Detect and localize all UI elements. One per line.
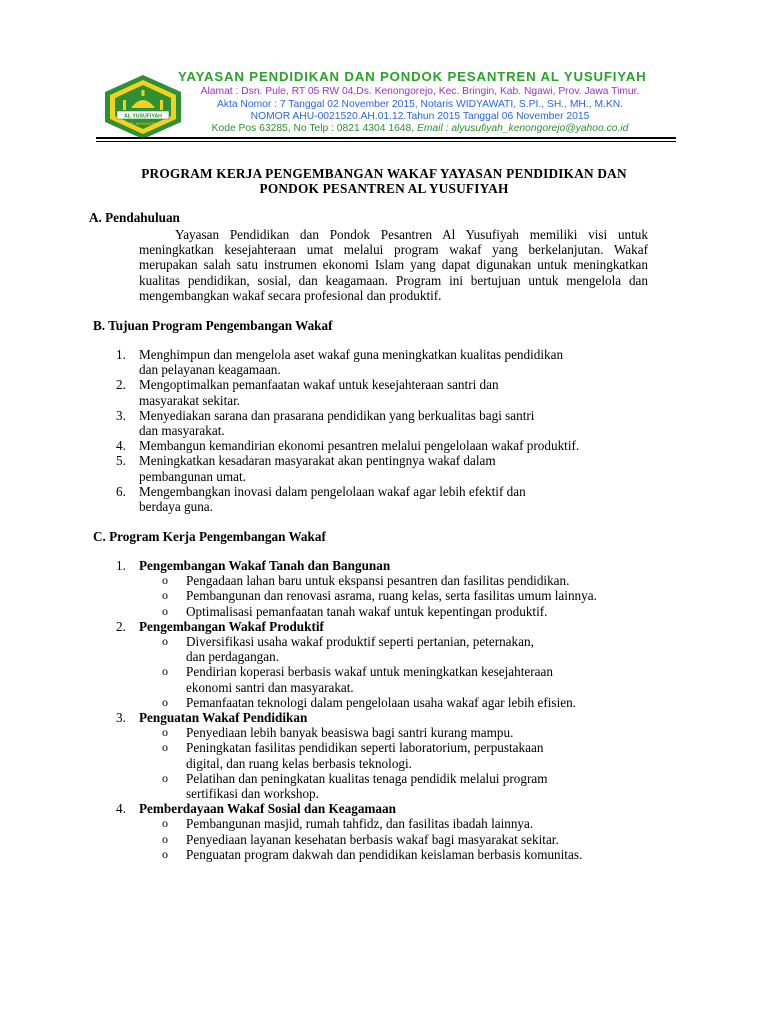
list-item-number: 6. [116,483,126,499]
bullet-marker: o [162,831,168,846]
section-b-heading: B. Tujuan Program Pengembangan Wakaf [93,318,333,333]
contact-email: Email : alyusufiyah_kenongorejo@yahoo.co.id [416,123,629,134]
program-bullet [186,664,686,694]
bullet-marker: o [162,770,168,785]
list-item-number: 5. [116,453,126,469]
program-bullet [186,725,686,740]
list-item-line: dan masyarakat. [139,423,225,438]
list-item-line: Membangun kemandirian ekonomi pesantren melalui pengelolaan wakaf produktif. [139,438,580,454]
document-title [90,166,678,196]
contact-postal-phone: Kode Pos 63285, No Telp : 0821 4304 1648, [211,123,415,134]
bullet-line: dan perdagangan. [186,649,280,665]
program-bullet [186,740,686,770]
section-c-heading: C. Program Kerja Pengembangan Wakaf [93,529,326,544]
organization-name: YAYASAN PENDIDIKAN DAN PONDOK PESANTREN AL YUSUFIYAH [178,69,647,84]
bullet-marker: o [162,740,168,755]
bullet-line: ekonomi santri dan masyarakat. [186,679,354,695]
letterhead-rule-thick [96,137,676,139]
program-title: Pengembangan Wakaf Tanah dan Bangunan [139,558,391,573]
bullet-marker: o [162,816,168,831]
bullet-line: digital, dan ruang kelas berbasis teknologi. [186,755,412,771]
letterhead-address: Alamat : Dsn. Pule, RT 05 RW 04,Ds. Kenongorejo, Kec. Bringin, Kab. Ngawi, Prov. Jawa Timur. [200,86,640,97]
title-line-1: PROGRAM KERJA PENGEMBANGAN WAKAF YAYASAN PENDIDIKAN DAN [141,166,627,181]
bullet-line: Diversifikasi usaha wakaf produktif seperti pertanian, peternakan, [186,634,534,649]
program-bullet [186,816,686,831]
bullet-line: Penguatan program dakwah dan pendidikan keislaman berbasis komunitas. [186,846,583,862]
list-item-line: Meningkatkan kesadaran masyarakat akan pentingnya wakaf dalam [139,453,496,469]
list-item-line: Mengoptimalkan pemanfaatan wakaf untuk kesejahteraan santri dan [139,377,499,393]
bullet-line: Pendirian koperasi berbasis wakaf untuk meningkatkan kesejahteraan [186,664,553,680]
bullet-line: Penyediaan layanan kesehatan berbasis wakaf bagi masyarakat sekitar. [186,831,559,847]
list-item-line: pembangunan umat. [139,468,246,484]
program-number: 2. [116,618,126,634]
section-a-heading: A. Pendahuluan [89,210,180,225]
bullet-marker: o [162,694,168,709]
bullet-line: Pelatihan dan peningkatan kualitas tenaga pendidik melalui program [186,770,548,786]
list-item [139,408,679,438]
bullet-marker: o [162,603,168,618]
letterhead-akta: Akta Nomor : 7 Tanggal 02 November 2015, Notaris WIDYAWATI, S.PI., SH., MH., M.KN. [216,99,624,110]
bullet-line: Pembangunan dan renovasi asrama, ruang kelas, serta fasilitas umum lainnya. [186,588,597,604]
list-item-number: 2. [116,377,126,393]
title-line-2: PONDOK PESANTREN AL YUSUFIYAH [259,181,509,196]
program-bullet [186,588,686,603]
program-title: Pemberdayaan Wakaf Sosial dan Keagamaan [139,801,396,817]
letterhead-contact [170,123,670,134]
bullet-marker: o [162,573,168,588]
program-number: 4. [116,801,126,817]
list-item-number: 3. [116,407,126,423]
list-item [139,453,679,483]
section-a-paragraph: Yayasan Pendidikan dan Pondok Pesantren Al Yusufiyah memiliki visi untuk meningkatkan kesejahteraan umat melalui program wakaf yang berkelanjutan. Wakaf merupakan salah satu instrumen ekonomi Islam yang dapat digunakan untuk meningkatkan kualitas pendidikan, sosial, dan keagamaan. Program ini bertujuan untuk mengelola dan mengembangkan wakaf secara profesional dan produktif. [139,227,648,303]
bullet-line: Penyediaan lebih banyak beasiswa bagi santri kurang mampu. [186,725,514,741]
logo-label: AL YUSUFIYAH [124,113,162,120]
program-bullet [186,695,686,710]
bullet-marker: o [162,846,168,861]
list-item-line: dan pelayanan keagamaan. [139,362,281,378]
program-bullet [186,847,686,862]
bullet-line: sertifikasi dan workshop. [186,786,319,801]
list-item [139,438,679,453]
list-item [139,347,679,377]
program-number: 1. [116,558,126,573]
letterhead-rule-thin [96,141,676,142]
list-item [139,377,679,407]
list-item-number: 1. [116,347,126,362]
list-item-line: Menghimpun dan mengelola aset wakaf guna meningkatkan kualitas pendidikan [139,347,564,362]
program-bullet [186,604,686,619]
bullet-line: Optimalisasi pemanfaatan tanah wakaf untuk kepentingan produktif. [186,603,548,619]
program-bullet [186,771,686,801]
list-item [139,484,679,514]
bullet-line: Pengadaan lahan baru untuk ekspansi pesantren dan fasilitas pendidikan. [186,573,570,589]
bullet-marker: o [162,664,168,679]
list-item-number: 4. [116,438,126,454]
list-item-line: berdaya guna. [139,499,213,514]
bullet-marker: o [162,634,168,648]
program-bullet [186,634,686,664]
program-number: 3. [116,710,126,725]
list-item-line: Mengembangkan inovasi dalam pengelolaan wakaf agar lebih efektif dan [139,483,526,499]
program-title: Penguatan Wakaf Pendidikan [139,710,308,725]
list-item-line: Menyediakan sarana dan prasarana pendidikan yang berkualitas bagi santri [139,407,535,423]
list-item-line: masyarakat sekitar. [139,392,241,408]
bullet-marker: o [162,588,168,603]
bullet-line: Pemanfaatan teknologi dalam pengelolaan usaha wakaf agar lebih efisien. [186,694,576,710]
logo-sublabel: PULE - KENONGOREJO [125,122,161,126]
letterhead-registration-number: NOMOR AHU-0021520.AH.01.12.Tahun 2015 Tanggal 06 November 2015 [250,111,590,122]
program-title: Pengembangan Wakaf Produktif [139,618,324,634]
bullet-line: Peningkatan fasilitas pendidikan seperti laboratorium, perpustakaan [186,740,544,756]
bullet-marker: o [162,725,168,740]
bullet-line: Pembangunan masjid, rumah tahfidz, dan fasilitas ibadah lainnya. [186,816,534,832]
program-bullet [186,832,686,847]
program-bullet [186,573,686,588]
